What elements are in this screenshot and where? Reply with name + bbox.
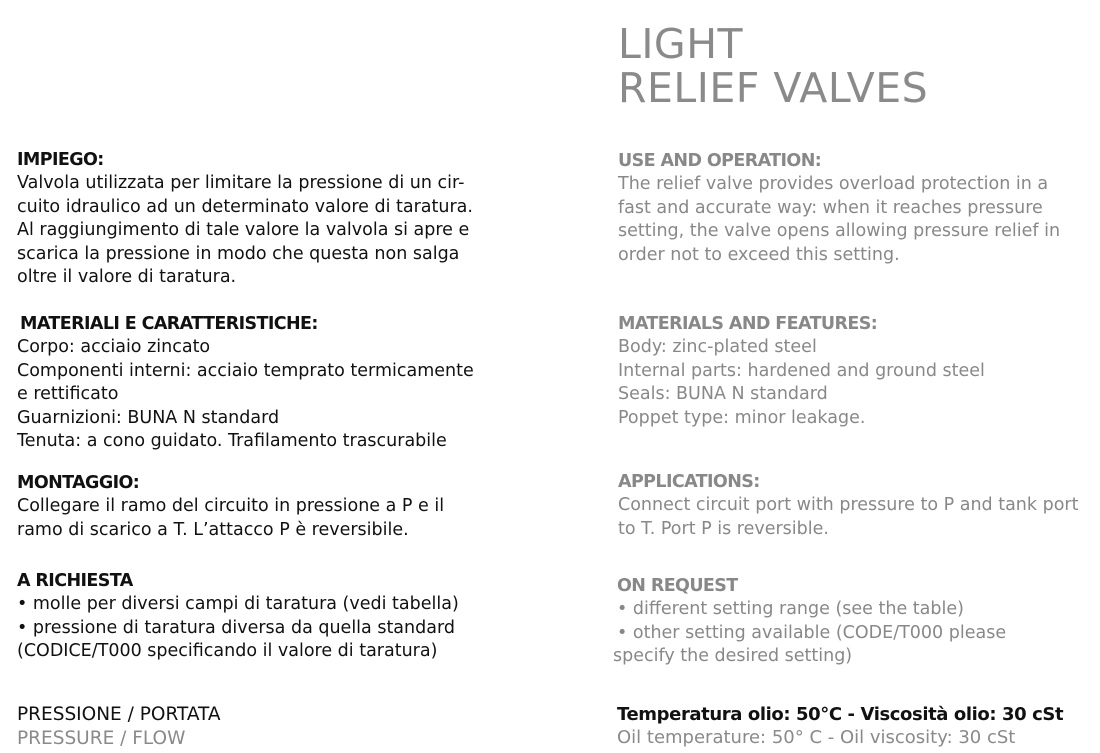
text-line: (CODICE/T000 specificando il valore di taratura)	[17, 641, 438, 662]
text-line: Poppet type: minor leakage.	[618, 407, 866, 428]
section-on-request	[613, 575, 1007, 669]
section-heading: MONTAGGIO:	[17, 473, 140, 493]
text-line: Valvola utilizzata per limitare la pressione di un cir-	[17, 173, 465, 194]
text-line: The relief valve provides overload protection in a	[618, 174, 1049, 195]
text-line: oltre il valore di taratura.	[17, 267, 237, 288]
section-montaggio	[17, 472, 444, 542]
text-line: Guarnizioni: BUNA N standard	[17, 407, 280, 428]
text-line: setting, the valve opens allowing pressure relief in	[618, 221, 1061, 242]
text-line: scarica la pressione in modo che questa non salga	[17, 243, 460, 264]
caption-pressione-portata: PRESSIONE / PORTATA	[17, 704, 221, 725]
text-line: fast and accurate way: when it reaches pressure	[618, 197, 1043, 218]
text-line: Internal parts: hardened and ground steel	[618, 360, 985, 381]
text-line: cuito idraulico ad un determinato valore di taratura.	[17, 196, 473, 217]
section-impiego	[17, 149, 473, 289]
text-line: specify the desired setting)	[613, 646, 853, 667]
text-line: Seals: BUNA N standard	[618, 384, 828, 405]
section-materials-and-features	[618, 313, 985, 430]
text-line: Componenti interni: acciaio temprato termicamente	[17, 360, 474, 381]
section-heading: MATERIALS AND FEATURES:	[618, 314, 878, 334]
text-line: • molle per diversi campi di taratura (vedi tabella)	[17, 594, 459, 615]
text-line: Body: zinc-plated steel	[618, 337, 817, 358]
text-line: • other setting available (CODE/T000 please	[617, 622, 1007, 643]
section-heading: MATERIALI E CARATTERISTICHE:	[20, 314, 318, 334]
caption-pressure-flow: PRESSURE / FLOW	[17, 728, 186, 749]
section-heading: ON REQUEST	[617, 576, 738, 596]
text-line: Connect circuit port with pressure to P and tank port	[618, 495, 1079, 516]
text-line: • pressione di taratura diversa da quella standard	[17, 617, 455, 638]
section-materiali	[17, 313, 474, 453]
text-line: Tenuta: a cono guidato. Trafilamento trascurabile	[17, 431, 447, 452]
section-a-richiesta	[17, 570, 459, 664]
section-applications	[618, 471, 1078, 541]
text-line: ramo di scarico a T. L’attacco P è reversibile.	[17, 519, 409, 540]
text-line: • different setting range (see the table)	[617, 599, 964, 620]
section-heading: USE AND OPERATION:	[618, 151, 822, 171]
section-use-and-operation	[618, 150, 1060, 267]
text-line: to T. Port P is reversible.	[618, 518, 829, 539]
caption-oil-temperature: Oil temperature: 50° C - Oil viscosity: 30 cSt	[617, 727, 1016, 748]
text-line: e rettificato	[17, 384, 119, 405]
title-line-2: RELIEF VALVES	[618, 64, 929, 112]
page-title	[618, 22, 928, 110]
title-line-1: LIGHT	[618, 20, 744, 68]
section-heading: IMPIEGO:	[17, 150, 104, 170]
text-line: Al raggiungimento di tale valore la valvola si apre e	[17, 220, 470, 241]
text-line: Collegare il ramo del circuito in pressione a P e il	[17, 496, 445, 517]
text-line: Corpo: acciaio zincato	[17, 337, 211, 358]
section-heading: APPLICATIONS:	[618, 472, 760, 492]
caption-temperatura-olio: Temperatura olio: 50°C - Viscosità olio: 30 cSt	[617, 704, 1064, 725]
text-line: order not to exceed this setting.	[618, 244, 900, 265]
section-heading: A RICHIESTA	[17, 571, 133, 591]
